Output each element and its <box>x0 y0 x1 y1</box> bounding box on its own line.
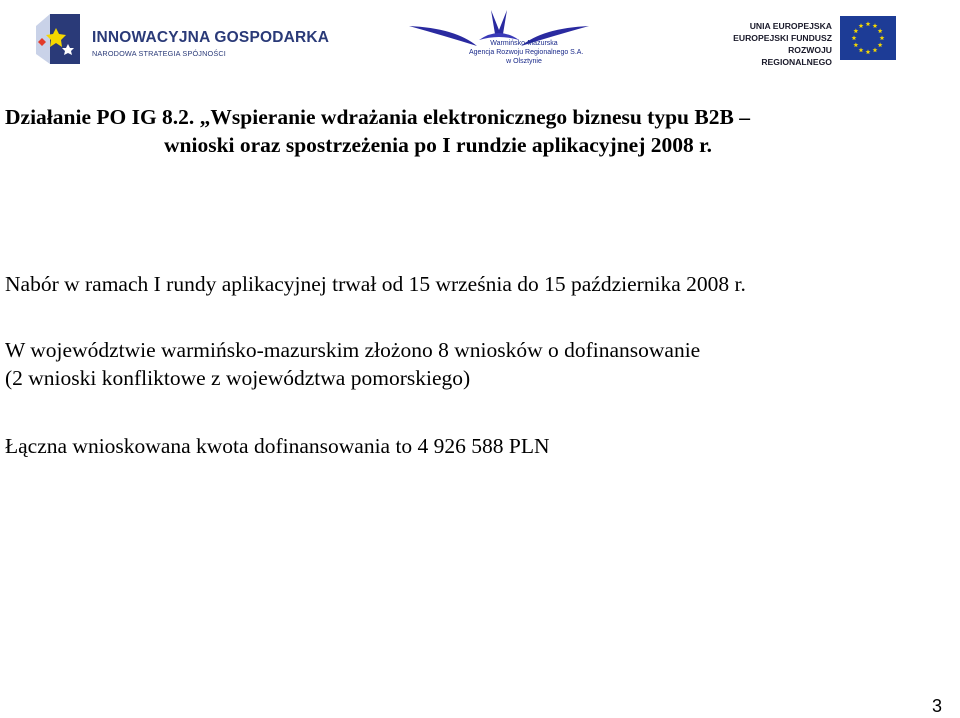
regional-agency-logo <box>405 6 593 66</box>
heading-line1: Działanie PO IG 8.2. „Wspieranie wdrażania elektronicznego biznesu typu B2B – <box>5 105 750 129</box>
heading-line2: wnioski oraz spostrzeżenia po I rundzie aplikacyjnej 2008 r. <box>164 133 713 157</box>
eu-logo-line2: EUROPEJSKI FUNDUSZ <box>733 33 832 43</box>
innowacyjna-gospodarka-logo <box>36 12 330 68</box>
applications-count-text <box>5 336 700 392</box>
agency-name-line3: w Olsztynie <box>506 58 542 65</box>
ig-emblem-icon <box>36 14 84 66</box>
page-number: 3 <box>931 696 942 716</box>
eu-flag-icon <box>840 16 896 60</box>
recruitment-period-text: Nabór w ramach I rundy aplikacyjnej trwał od 15 września do 15 października 2008 r. <box>5 272 746 296</box>
agency-emblem-icon <box>405 6 593 66</box>
eu-logo-line1: UNIA EUROPEJSKA <box>749 21 832 31</box>
eu-fund-logo <box>722 16 897 66</box>
agency-name-line1: Warmińsko-Mazurska <box>490 40 558 47</box>
applications-count-line2: (2 wnioski konfliktowe z województwa pomorskiego) <box>5 366 471 390</box>
slide-heading <box>5 103 955 159</box>
ig-logo-title: INNOWACYJNA GOSPODARKA <box>92 29 330 46</box>
agency-name-line2: Agencja Rozwoju Regionalnego S.A. <box>469 49 584 56</box>
eu-logo-text <box>722 20 832 68</box>
applications-count-line1: W województwie warmińsko-mazurskim złożono 8 wniosków o dofinansowanie <box>5 338 701 362</box>
eu-logo-line3: ROZWOJU REGIONALNEGO <box>761 45 832 67</box>
ig-logo-subtitle: NARODOWA STRATEGIA SPÓJNOŚCI <box>92 49 226 58</box>
total-amount-text: Łączna wnioskowana kwota dofinansowania to 4 926 588 PLN <box>5 434 550 458</box>
